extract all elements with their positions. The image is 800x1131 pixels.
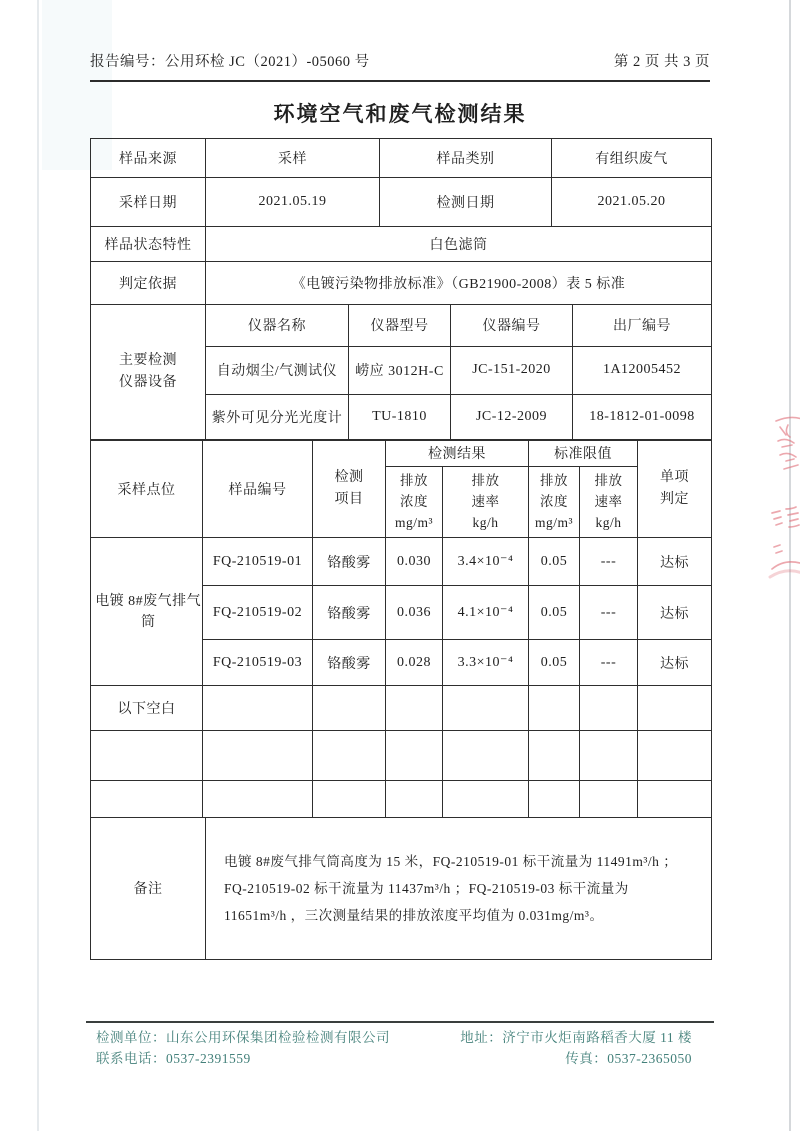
sample-state-label: 样品状态特性: [91, 227, 206, 262]
instrument-factoryno: 18-1812-01-0098: [573, 394, 712, 440]
empty-cell: [529, 686, 580, 731]
judgement-basis-value: 《电镀污染物排放标准》（GB21900-2008）表 5 标准: [206, 262, 712, 305]
instruments-section-label: 主要检测仪器设备: [91, 304, 206, 440]
sampling-date-label: 采样日期: [91, 178, 206, 227]
scan-artifact-left-line: [37, 0, 39, 1131]
table-row: [91, 262, 712, 305]
test-date-label: 检测日期: [380, 178, 552, 227]
sample-state-value: 白色滤筒: [206, 227, 712, 262]
page-title: 环境空气和废气检测结果: [273, 102, 527, 126]
measurement-results-table: [90, 439, 712, 818]
result-rate-header: 排放速率 kg/h: [443, 467, 529, 538]
remarks-label: 备注: [91, 817, 206, 959]
limit-conc: 0.05: [529, 538, 580, 586]
sample-no: FQ-210519-03: [203, 640, 313, 686]
empty-cell: [386, 686, 443, 731]
empty-cell: [443, 731, 529, 781]
remarks-text: 电镀 8#废气排气筒高度为 15 米，FQ-210519-01 标干流量为 11491m³/h ；FQ-210519-02 标干流量为 11437m³/h ；FQ-210519-03 标干流量为 11651m³/h ，三次测量结果的排放浓度平均值为 0.031mg/m³。: [206, 817, 712, 959]
sample-source-label: 样品来源: [91, 139, 206, 178]
result-conc-header: 排放浓度 mg/m³: [386, 467, 443, 538]
limit-rate: ---: [580, 586, 638, 640]
judgement: 达标: [638, 538, 712, 586]
empty-cell: [638, 686, 712, 731]
result-rate: 4.1×10⁻⁴: [443, 586, 529, 640]
instrument-model: TU-1810: [349, 394, 451, 440]
footer-fax: 传真：0537-2365050: [565, 1051, 692, 1066]
footer-left-column: [96, 1027, 390, 1069]
footer-right-column: [460, 1027, 708, 1069]
instrument-serial-header: 仪器编号: [451, 304, 573, 346]
footer-org: 检测单位：山东公用环保集团检验检测有限公司: [96, 1030, 390, 1045]
empty-cell: [91, 781, 203, 818]
table-row: [91, 178, 712, 227]
report-number: 报告编号：公用环检 JC（2021）-05060 号: [90, 54, 370, 70]
site-header: 采样点位: [91, 440, 203, 538]
empty-cell: [580, 686, 638, 731]
empty-cell: [443, 686, 529, 731]
table-row: [91, 781, 712, 818]
sample-info-table: [90, 138, 712, 305]
instrument-factoryno: 1A12005452: [573, 346, 712, 394]
limit-group-header: 标准限值: [529, 440, 638, 467]
empty-cell: [580, 731, 638, 781]
report-header: [90, 50, 710, 71]
instrument-serial: JC-12-2009: [451, 394, 573, 440]
empty-cell: [638, 781, 712, 818]
table-row: [91, 227, 712, 262]
judgement-header: 单项判定: [638, 440, 712, 538]
results-table-area: [90, 138, 712, 960]
result-conc: 0.030: [386, 538, 443, 586]
report-footer: [96, 1027, 708, 1069]
sample-no: FQ-210519-02: [203, 586, 313, 640]
footer-phone: 联系电话：0537-2391559: [96, 1051, 251, 1066]
table-header-row: [91, 440, 712, 467]
footer-rule: [86, 1021, 714, 1023]
instrument-model-header: 仪器型号: [349, 304, 451, 346]
sample-source-value: 采样: [206, 139, 380, 178]
limit-conc: 0.05: [529, 640, 580, 686]
red-stamp-fragment-icon: [770, 413, 800, 488]
table-row: [91, 686, 712, 731]
footer-address: 地址：济宁市火炬南路稻香大厦 11 楼: [460, 1030, 692, 1045]
instrument-factoryno-header: 出厂编号: [573, 304, 712, 346]
test-item-header: 检测项目: [313, 440, 386, 538]
test-item: 铬酸雾: [313, 586, 386, 640]
empty-cell: [386, 731, 443, 781]
header-rule: [90, 80, 710, 82]
table-row: [91, 538, 712, 586]
table-row: [91, 817, 712, 959]
sampling-date-value: 2021.05.19: [206, 178, 380, 227]
page-indicator: 第 2 页 共 3 页: [613, 54, 710, 70]
result-conc: 0.036: [386, 586, 443, 640]
sampling-site: 电镀 8#废气排气筒: [91, 538, 203, 686]
limit-conc: 0.05: [529, 586, 580, 640]
empty-cell: [580, 781, 638, 818]
instrument-model: 崂应 3012H-C: [349, 346, 451, 394]
table-row: [91, 731, 712, 781]
test-item: 铬酸雾: [313, 538, 386, 586]
empty-cell: [529, 731, 580, 781]
result-group-header: 检测结果: [386, 440, 529, 467]
empty-cell: [638, 731, 712, 781]
empty-cell: [443, 781, 529, 818]
instrument-serial: JC-151-2020: [451, 346, 573, 394]
result-rate: 3.4×10⁻⁴: [443, 538, 529, 586]
empty-cell: [313, 731, 386, 781]
sample-no-header: 样品编号: [203, 440, 313, 538]
limit-rate: ---: [580, 538, 638, 586]
judgement: 达标: [638, 640, 712, 686]
limit-rate: ---: [580, 640, 638, 686]
empty-cell: [313, 781, 386, 818]
judgement-basis-label: 判定依据: [91, 262, 206, 305]
empty-cell: [529, 781, 580, 818]
red-stamp-fragment-icon: [768, 503, 800, 588]
empty-cell: [203, 686, 313, 731]
result-rate: 3.3×10⁻⁴: [443, 640, 529, 686]
empty-cell: [386, 781, 443, 818]
test-item: 铬酸雾: [313, 640, 386, 686]
empty-cell: [203, 781, 313, 818]
instruments-table: [90, 304, 712, 441]
test-date-value: 2021.05.20: [552, 178, 712, 227]
sample-type-value: 有组织废气: [552, 139, 712, 178]
result-conc: 0.028: [386, 640, 443, 686]
judgement: 达标: [638, 586, 712, 640]
sample-type-label: 样品类别: [380, 139, 552, 178]
table-row: [91, 304, 712, 346]
instrument-name: 自动烟尘/气测试仪: [206, 346, 349, 394]
empty-cell: [203, 731, 313, 781]
limit-rate-header: 排放速率 kg/h: [580, 467, 638, 538]
empty-cell: [313, 686, 386, 731]
remarks-table: [90, 817, 712, 960]
instrument-name-header: 仪器名称: [206, 304, 349, 346]
instrument-name: 紫外可见分光光度计: [206, 394, 349, 440]
sample-no: FQ-210519-01: [203, 538, 313, 586]
scan-artifact-right-line: [789, 0, 791, 1131]
empty-cell: [91, 731, 203, 781]
below-blank-label: 以下空白: [91, 686, 203, 731]
table-row: [91, 139, 712, 178]
limit-conc-header: 排放浓度 mg/m³: [529, 467, 580, 538]
